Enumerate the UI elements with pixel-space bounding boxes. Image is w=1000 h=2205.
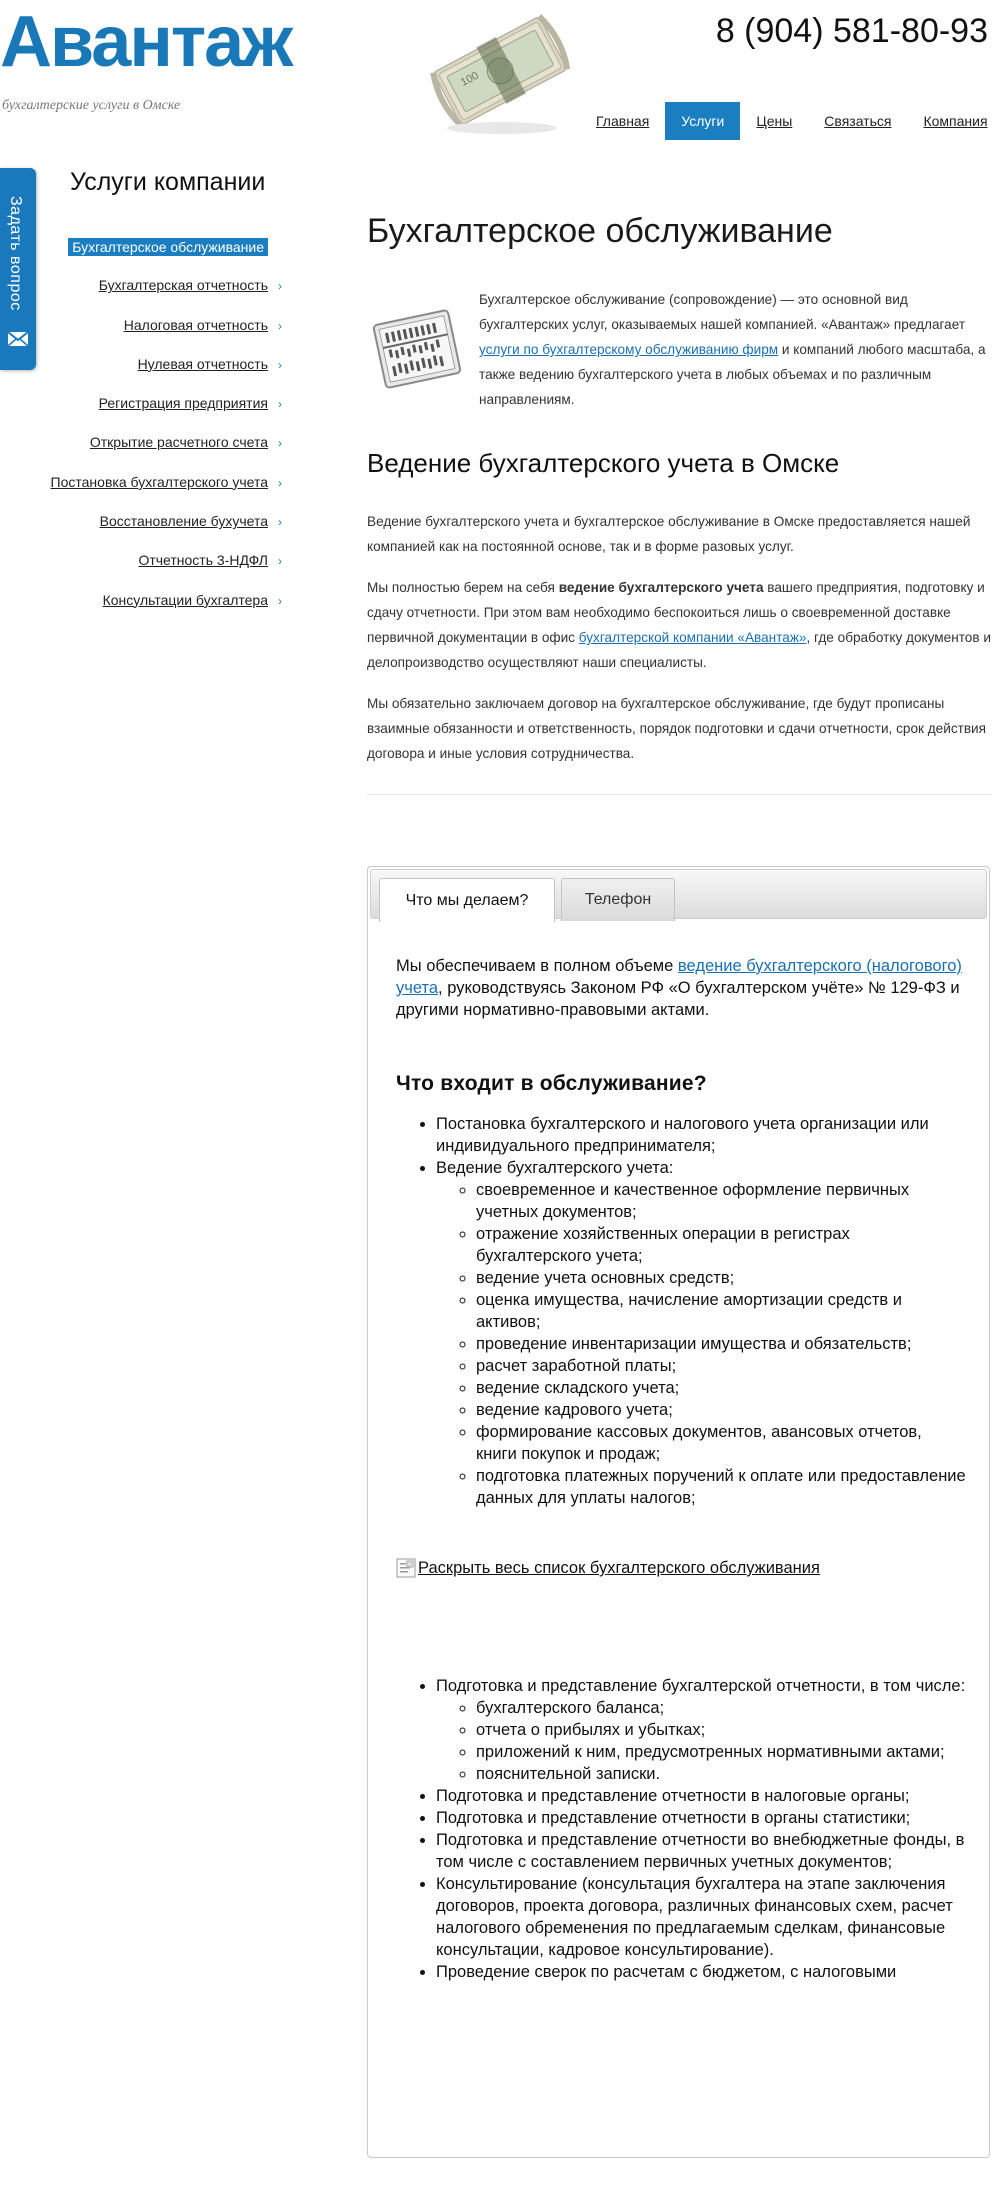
sidebar-item-registration[interactable]: Регистрация предприятия	[98, 395, 268, 412]
list-item: • Подготовка и представление отчетности в органы статистики;	[436, 1807, 966, 1829]
list-item: • Подготовка и представление бухгалтерской отчетности, в том числе: ◦ бухгалтерского баланса; ◦ отчета о прибылях и убытках; ◦ приложений к ним, предусмотренных нормативными актами; ◦ пояснительной записки.	[436, 1675, 966, 1785]
abacus-icon	[367, 299, 467, 399]
sidebar-item-consulting[interactable]: Консультации бухгалтера	[102, 591, 268, 608]
sidebar-item	[51, 238, 282, 277]
sidebar-item	[51, 474, 282, 513]
logo[interactable]: Авантаж	[0, 2, 292, 82]
list-item: ◦ бухгалтерского баланса;	[476, 1697, 966, 1719]
list-item: ◦ проведение инвентаризации имущества и обязательств;	[476, 1333, 966, 1355]
sidebar-item-bank-account[interactable]: Открытие расчетного счета	[89, 434, 268, 451]
paragraph: Мы обязательно заключаем договор на бухгалтерское обслуживание, где будут прописаны взаимные обязанности и ответственность, порядок подготовки и сдачи отчетности, срок действия договора и иные условия сотрудничества.	[367, 696, 987, 761]
sidebar-item	[51, 592, 282, 631]
services-list	[396, 1113, 966, 1509]
chevron-right-icon: ›	[278, 397, 282, 412]
list-item: • Проведение сверок по расчетам с бюджетом, с налоговыми	[436, 1961, 966, 1983]
intro-block	[367, 287, 992, 412]
list-item: ◦ отражение хозяйственных операции в регистрах бухгалтерского учета;	[476, 1223, 966, 1267]
paragraph: Ведение бухгалтерского учета и бухгалтерское обслуживание в Омске предоставляется нашей компанией как на постоянной основе, так и в форме разовых услуг.	[367, 514, 971, 554]
sidebar-item-tax-reports[interactable]: Налоговая отчетность	[123, 316, 268, 333]
paragraph: Мы полностью берем на себя ведение бухгалтерского учета вашего предприятия, подготовку и сдачу отчетности. При этом вам необходимо беспокоиться лишь о своевременной доставке первичной документации в офис бухгалтерской компании «Авантаж», где обработку документов и делопроизводство осуществляют наши специалисты.	[367, 580, 991, 670]
chevron-right-icon: ›	[278, 279, 282, 294]
chevron-right-icon: ›	[278, 593, 282, 608]
tab-what-we-do[interactable]: Что мы делаем?	[379, 878, 555, 922]
ask-question-tab[interactable]	[0, 168, 36, 370]
chevron-right-icon: ›	[278, 357, 282, 372]
services-heading: Что входит в обслуживание?	[396, 1072, 707, 1095]
ask-question-label: Задать вопрос	[7, 196, 24, 311]
tabs-bar	[370, 869, 987, 919]
chevron-right-icon: ›	[278, 318, 282, 333]
sidebar-item-accounting-service[interactable]: Бухгалтерское обслуживание	[68, 238, 268, 256]
list-item: ◦ ведение складского учета;	[476, 1377, 966, 1399]
tagline: бухгалтерские услуги в Омске	[2, 98, 181, 113]
list-item: ◦ ведение учета основных средств;	[476, 1267, 966, 1289]
section-title: Ведение бухгалтерского учета в Омске	[367, 448, 840, 478]
nav-company[interactable]: Компания	[923, 113, 988, 129]
sidebar-item	[51, 317, 282, 356]
chevron-right-icon: ›	[278, 515, 282, 530]
list-item: ◦ своевременное и качественное оформление первичных учетных документов;	[476, 1179, 966, 1223]
document-icon	[396, 1558, 416, 1578]
sidebar-item-accounting-reports[interactable]: Бухгалтерская отчетность	[98, 277, 268, 294]
sidebar-title: Услуги компании	[70, 168, 266, 196]
list-item: ◦ формирование кассовых документов, авансовых отчетов, книги покупок и продаж;	[476, 1421, 966, 1465]
reveal-row	[396, 1557, 966, 1579]
sidebar-item-zero-reports[interactable]: Нулевая отчетность	[137, 355, 268, 372]
chevron-right-icon: ›	[278, 475, 282, 490]
list-item: ◦ ведение кадрового учета;	[476, 1399, 966, 1421]
services-list-extended	[396, 1675, 966, 1983]
nav-contact[interactable]: Связаться	[824, 113, 892, 129]
page-title: Бухгалтерское обслуживание	[367, 212, 833, 250]
lead-paragraph: Мы обеспечиваем в полном объеме ведение бухгалтерского (налогового) учета, руководствуясь Законом РФ «О бухгалтерском учёте» № 129-ФЗ и другими нормативно-правовыми актами.	[396, 957, 962, 1019]
tabs-panel	[367, 866, 990, 2158]
money-stack-image	[420, 0, 585, 140]
sidebar-menu	[51, 238, 282, 631]
tab-content	[396, 955, 966, 1983]
envelope-icon	[7, 330, 29, 348]
main-content	[367, 212, 992, 795]
nav-prices[interactable]: Цены	[756, 113, 793, 129]
list-item: • Консультирование (консультация бухгалтера на этапе заключения договоров, проекта договора, различных финансовых схем, расчет налогового обременения по предлагаемым сделкам, финансовые консультации, кадровое консультирование).	[436, 1873, 966, 1961]
chevron-right-icon: ›	[278, 436, 282, 451]
list-item: • Постановка бухгалтерского и налогового учета организации или индивидуального предпринимателя;	[436, 1113, 966, 1157]
nav-home[interactable]: Главная	[596, 113, 650, 129]
sidebar-item	[51, 395, 282, 434]
list-item: ◦ подготовка платежных поручений к оплате или предоставление данных для уплаты налогов;	[476, 1465, 966, 1509]
sidebar-item	[51, 356, 282, 395]
list-item: • Ведение бухгалтерского учета: ◦ своевременное и качественное оформление первичных учетных документов; ◦ отражение хозяйственных операции в регистрах бухгалтерского учета; ◦ ведение учета основных средств; ◦ оценка имущества, начисление амортизации средств и активов; ◦ проведение инвентаризации имущества и обязательств; ◦ расчет заработной платы; ◦ ведение складского учета; ◦ ведение кадрового учета; ◦ формирование кассовых документов, авансовых отчетов, книги покупок и продаж; ◦ подготовка платежных поручений к оплате или предоставление данных для уплаты налогов;	[436, 1157, 966, 1509]
services-link[interactable]: услуги по бухгалтерскому обслуживанию фирм	[479, 342, 779, 357]
list-item: ◦ пояснительной записки.	[476, 1763, 966, 1785]
intro-text: Бухгалтерское обслуживание (сопровождение) — это основной вид бухгалтерских услуг, оказываемых нашей компанией. «Авантаж» предлагает услуги по бухгалтерскому обслуживанию фирм и компаний любого масштаба, а также ведению бухгалтерского учета в любых объемах и по различным направлениям.	[479, 292, 986, 407]
chevron-right-icon: ›	[278, 554, 282, 569]
services-sublist	[436, 1179, 966, 1509]
tab-phone[interactable]: Телефон	[561, 878, 675, 921]
nav-services[interactable]: Услуги	[665, 102, 740, 140]
sidebar-item	[51, 513, 282, 552]
sidebar-item	[51, 277, 282, 316]
top-nav	[580, 102, 1000, 140]
phone-number[interactable]: 8 (904) 581-80-93	[715, 12, 988, 50]
sidebar-item	[51, 552, 282, 591]
svg-text:100: 100	[458, 69, 481, 89]
list-item: • Подготовка и представление отчетности во внебюджетные фонды, в том числе с составлением первичных учетных документов;	[436, 1829, 966, 1873]
sidebar-item-3ndfl[interactable]: Отчетность 3-НДФЛ	[138, 552, 268, 569]
list-item: ◦ приложений к ним, предусмотренных нормативными актами;	[476, 1741, 966, 1763]
sidebar-item-setup-accounting[interactable]: Постановка бухгалтерского учета	[50, 473, 268, 490]
list-item: ◦ отчета о прибылях и убытках;	[476, 1719, 966, 1741]
list-item: • Подготовка и представление отчетности в налоговые органы;	[436, 1785, 966, 1807]
sidebar-item-restore-accounting[interactable]: Восстановление бухучета	[99, 513, 268, 530]
list-item: ◦ расчет заработной платы;	[476, 1355, 966, 1377]
reveal-full-list-link[interactable]: Раскрыть весь список бухгалтерского обслуживания	[418, 1559, 820, 1577]
accounting-link[interactable]: ведение бухгалтерского (налогового) учета	[396, 957, 962, 997]
list-item: ◦ оценка имущества, начисление амортизации средств и активов;	[476, 1289, 966, 1333]
company-link[interactable]: бухгалтерской компании «Авантаж»	[578, 630, 807, 645]
divider	[367, 794, 992, 795]
services-sublist	[436, 1697, 966, 1785]
sidebar-item	[51, 434, 282, 473]
